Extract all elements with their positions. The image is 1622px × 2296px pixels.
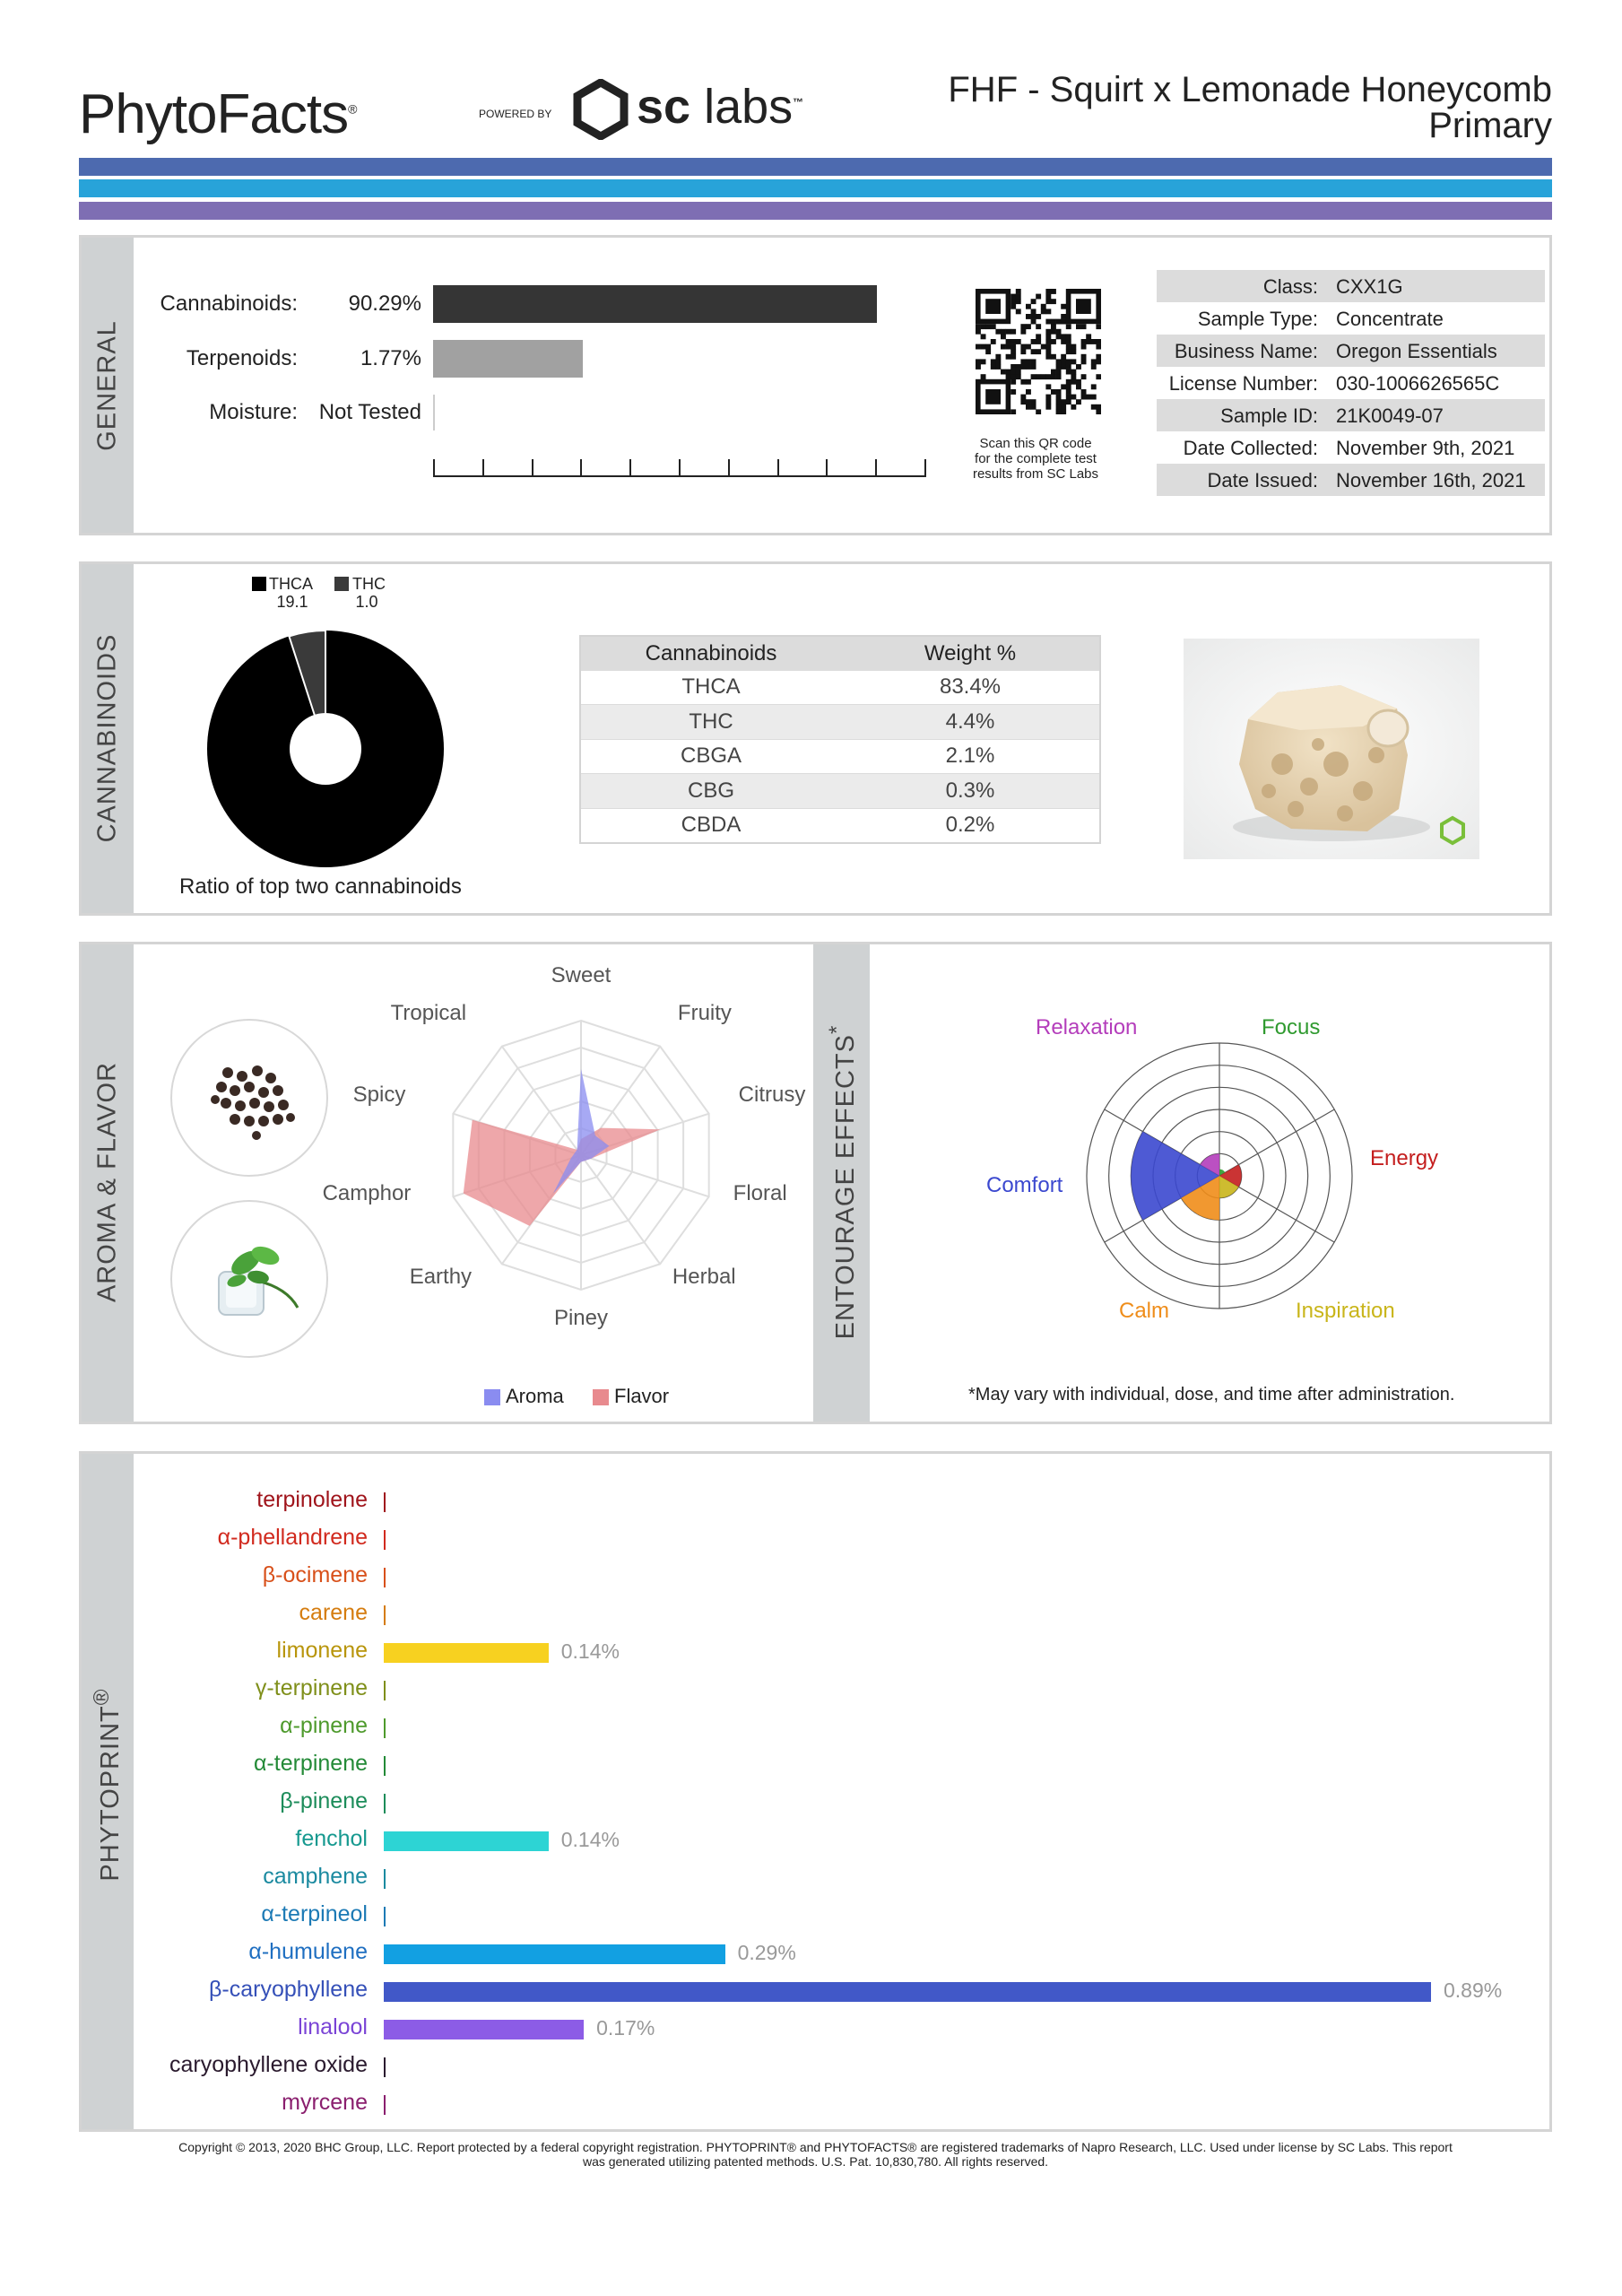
radar-axis-label: Fruity — [677, 1001, 732, 1026]
terpene-value: 0.14% — [560, 1639, 620, 1663]
axis-tick — [482, 459, 484, 477]
axis-tick — [679, 459, 681, 477]
cannabinoids-label: Cannabinoids: — [160, 291, 298, 316]
flavor-legend-swatch — [593, 1389, 609, 1405]
focus-label: Focus — [1262, 1015, 1321, 1039]
terpene-zero-marker — [384, 1869, 386, 1889]
radar-axis-label: Tropical — [390, 1001, 467, 1026]
info-row — [1157, 335, 1545, 367]
info-value: CXX1G — [1336, 275, 1403, 298]
axis-tick — [532, 459, 533, 477]
terpene-zero-marker — [384, 1907, 386, 1926]
terpene-value: 0.14% — [560, 1828, 620, 1851]
info-row — [1157, 431, 1545, 464]
table-header: Cannabinoids Weight % — [581, 637, 1099, 671]
terpene-value: 0.29% — [737, 1941, 796, 1964]
terpene-bar — [384, 1944, 725, 1964]
qr-code-icon[interactable] — [976, 289, 1101, 414]
terpene-name: γ-terpinene — [255, 1675, 368, 1700]
table-row: CBG 0.3% — [581, 773, 1099, 808]
terpene-bar — [384, 1982, 1431, 2002]
general-section-label: GENERAL — [92, 320, 122, 451]
axis-tick — [924, 459, 926, 477]
info-key: Sample Type: — [1197, 308, 1318, 330]
info-value: Oregon Essentials — [1336, 340, 1497, 362]
aroma-legend-swatch — [484, 1389, 500, 1405]
cannabinoid-ratio-donut — [204, 628, 447, 870]
info-value: 030-1006626565C — [1336, 372, 1500, 395]
moisture-value: Not Tested — [318, 400, 421, 424]
terpene-name: β-caryophyllene — [209, 1977, 368, 2002]
info-row — [1157, 464, 1545, 496]
terpene-name: α-phellandrene — [217, 1525, 368, 1550]
mint-ice-image — [170, 1200, 328, 1358]
cannabinoids-bar — [433, 285, 877, 323]
terpene-name: limonene — [276, 1638, 368, 1663]
cannabinoid-table — [579, 635, 1101, 844]
terpene-name: terpinolene — [256, 1487, 368, 1512]
info-key: Class: — [1262, 275, 1318, 298]
axis-tick — [580, 459, 582, 477]
info-row — [1157, 399, 1545, 431]
product-photo — [1184, 639, 1479, 859]
terpene-zero-marker — [384, 1568, 386, 1587]
terpene-name: camphene — [263, 1864, 368, 1889]
axis-tick — [433, 459, 435, 477]
radar-axis-label: Camphor — [322, 1180, 412, 1205]
qr-caption: Scan this QR code for the complete test results from SC Labs — [972, 436, 1099, 482]
entourage-note: *May vary with individual, dose, and time after administration. — [968, 1385, 1455, 1405]
terpene-name: β-ocimene — [262, 1562, 368, 1587]
product-name: FHF - Squirt x Lemonade Honeycomb — [948, 70, 1552, 109]
ratio-caption: Ratio of top two cannabinoids — [179, 874, 462, 899]
header-stripe-purple — [79, 202, 1552, 220]
info-row — [1157, 270, 1545, 302]
terpene-zero-marker — [384, 1718, 386, 1738]
info-row — [1157, 367, 1545, 399]
info-key: Date Collected: — [1183, 437, 1318, 459]
terpene-bar — [384, 2020, 584, 2039]
copyright-notice: Copyright © 2013, 2020 BHC Group, LLC. Report protected by a federal copyright registration. PHYTOPRINT® and PHYTOFACTS® are registered trademarks of Napro Research, LLC. Used under license by SC Labs. This report was generated utilizing patented methods. U.S. Pat. 10,830,780. All rights reserved. — [178, 2140, 1453, 2169]
moisture-bar-start — [433, 395, 435, 430]
terpenoids-value: 1.77% — [360, 346, 421, 370]
thca-legend-value: 19.1 — [276, 593, 308, 611]
terpene-zero-marker — [384, 1530, 386, 1550]
header-stripe-cyan — [79, 179, 1552, 197]
terpene-bar — [384, 1831, 549, 1851]
aroma-legend-label: Aroma — [506, 1385, 564, 1407]
cannabinoids-section-label: CANNABINOIDS — [92, 633, 122, 843]
info-value: November 16th, 2021 — [1336, 469, 1526, 491]
brand-logo: PhytoFacts® — [79, 83, 357, 145]
terpene-name: myrcene — [282, 2090, 368, 2115]
product-title — [948, 72, 1552, 144]
sc-labs-logo: sc labs™ — [637, 80, 804, 134]
terpene-zero-marker — [384, 1794, 386, 1813]
radar-axis-label: Sweet — [551, 963, 612, 987]
powered-by-label: POWERED BY — [479, 108, 552, 120]
info-key: Business Name: — [1174, 340, 1318, 362]
sc-labs-hexagon-icon — [572, 79, 629, 140]
moisture-label: Moisture: — [209, 400, 298, 424]
donut-hole — [290, 713, 361, 785]
black-pepper-image — [170, 1019, 328, 1177]
info-key: Sample ID: — [1220, 404, 1318, 427]
thc-legend-value: 1.0 — [355, 593, 378, 611]
terpenoids-bar — [433, 340, 583, 378]
terpene-value: 0.17% — [596, 2016, 655, 2039]
mint-leaf-icon — [172, 1202, 326, 1356]
terpene-zero-marker — [384, 1492, 386, 1512]
thc-legend: THC — [352, 575, 386, 593]
table-row: THC 4.4% — [581, 704, 1099, 739]
flavor-legend-label: Flavor — [614, 1385, 670, 1407]
terpene-name: α-terpinene — [253, 1751, 368, 1776]
table-row: THCA 83.4% — [681, 674, 1002, 700]
axis-tick — [629, 459, 631, 477]
axis-tick — [777, 459, 779, 477]
header-stripe-blue — [79, 158, 1552, 176]
terpene-bar — [384, 1643, 549, 1663]
energy-label: Energy — [1370, 1146, 1439, 1170]
table-row: CBDA 0.2% — [581, 808, 1099, 843]
axis-tick — [875, 459, 877, 477]
comfort-label: Comfort — [986, 1173, 1063, 1197]
radar-axis-label: Piney — [553, 1306, 609, 1330]
phytoprint-section-label: PHYTOPRINT® — [90, 1688, 125, 1882]
info-row — [1157, 302, 1545, 335]
terpene-zero-marker — [384, 2095, 386, 2115]
entourage-section-label: ENTOURAGE EFFECTS* — [825, 1024, 860, 1340]
inspiration-label: Inspiration — [1296, 1299, 1395, 1323]
calm-label: Calm — [1119, 1299, 1170, 1323]
terpene-name: caryophyllene oxide — [169, 2052, 368, 2077]
axis-tick — [826, 459, 828, 477]
thca-legend: THCA — [269, 575, 313, 593]
terpene-zero-marker — [384, 1756, 386, 1776]
table-row: CBGA 2.1% — [581, 739, 1099, 774]
terpene-name: α-terpineol — [261, 1901, 368, 1926]
entourage-effects-chart — [1063, 1019, 1376, 1333]
cannabinoids-value: 90.29% — [348, 291, 421, 316]
terpenoids-label: Terpenoids: — [186, 346, 298, 370]
terpene-zero-marker — [384, 1605, 386, 1625]
radar-axis-label: Earthy — [409, 1264, 473, 1289]
terpene-name: α-humulene — [248, 1939, 368, 1964]
terpene-name: carene — [299, 1600, 368, 1625]
terpene-name: α-pinene — [280, 1713, 368, 1738]
terpene-name: fenchol — [295, 1826, 368, 1851]
terpene-name: β-pinene — [280, 1788, 368, 1813]
info-key: Date Issued: — [1207, 469, 1318, 491]
peppercorn-icon — [172, 1021, 326, 1175]
info-value: November 9th, 2021 — [1336, 437, 1515, 459]
info-key: License Number: — [1168, 372, 1318, 395]
relaxation-label: Relaxation — [1036, 1015, 1138, 1039]
radar-axis-label: Herbal — [672, 1264, 736, 1289]
terpene-zero-marker — [384, 1681, 386, 1700]
terpene-zero-marker — [384, 2057, 386, 2077]
aroma-section-label: AROMA & FLAVOR — [92, 1061, 122, 1303]
axis-tick — [728, 459, 730, 477]
product-grade: Primary — [1428, 106, 1552, 145]
thca-legend-swatch — [252, 577, 266, 591]
info-value: 21K0049-07 — [1336, 404, 1444, 427]
radar-axis-label: Citrusy — [738, 1083, 806, 1108]
terpene-value: 0.89% — [1444, 1979, 1503, 2002]
radar-axis-label: Floral — [733, 1180, 787, 1205]
terpene-name: linalool — [298, 2014, 368, 2039]
info-value: Concentrate — [1336, 308, 1444, 330]
radar-axis-label: Spicy — [352, 1083, 406, 1108]
thc-legend-swatch — [334, 577, 349, 591]
